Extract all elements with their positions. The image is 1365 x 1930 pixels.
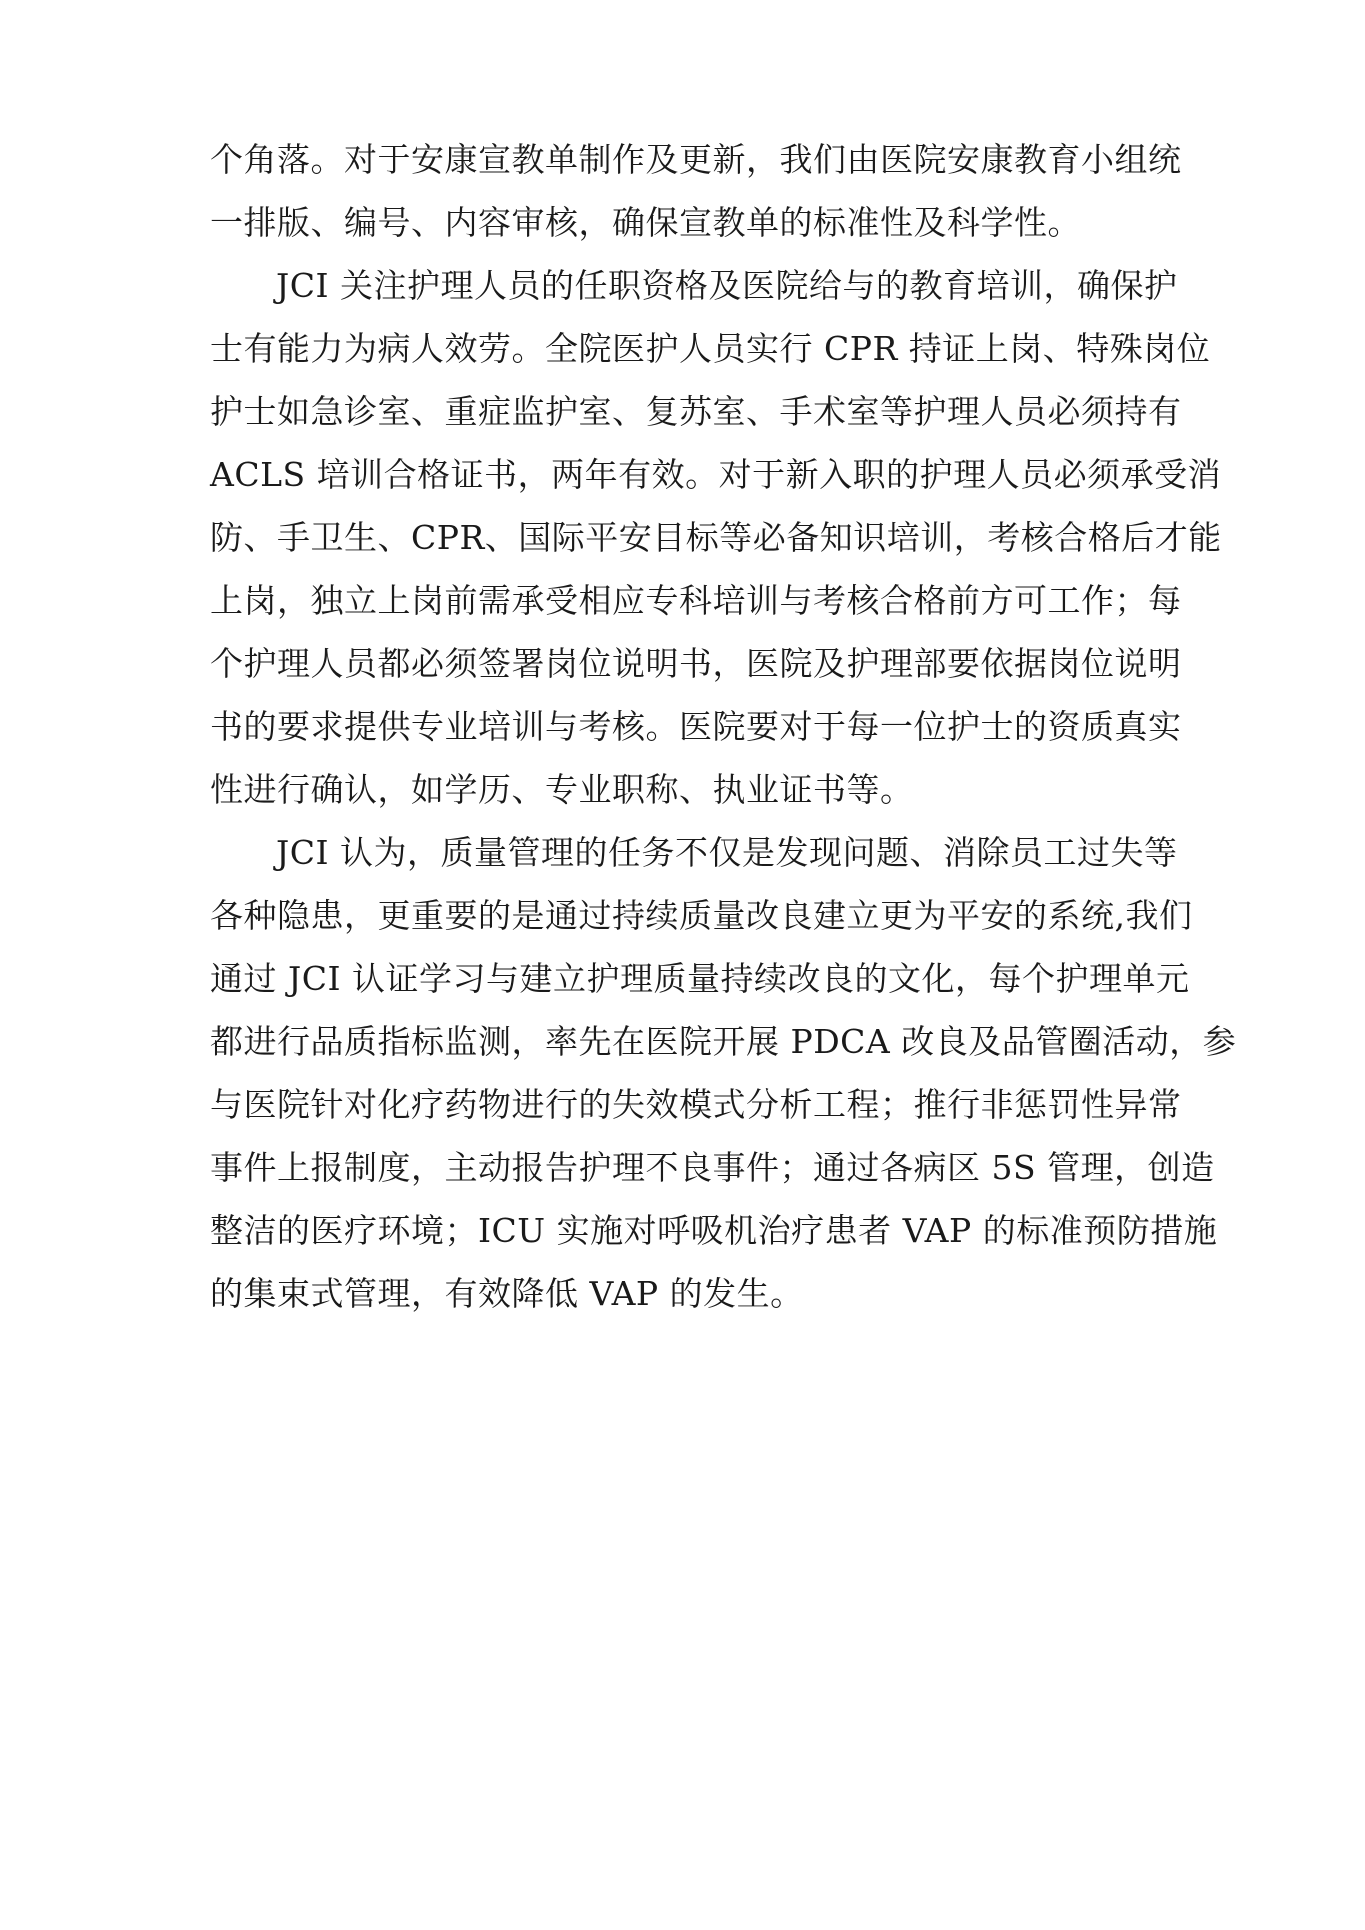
text-line: 士有能力为病人效劳。全院医护人员实行 CPR 持证上岗、特殊岗位 (210, 329, 1211, 368)
text-line: 的集束式管理，有效降低 VAP 的发生。 (210, 1274, 804, 1313)
text-line: 上岗，独立上岗前需承受相应专科培训与考核合格前方可工作；每 (210, 581, 1182, 620)
paragraph-3 (210, 821, 1237, 1325)
text-line: 个角落。对于安康宣教单制作及更新，我们由医院安康教育小组统 (210, 140, 1182, 179)
text-line: 性进行确认，如学历、专业职称、执业证书等。 (210, 770, 914, 809)
text-line: 各种隐患，更重要的是通过持续质量改良建立更为平安的系统,我们 (210, 896, 1193, 935)
text-line: 通过 JCI 认证学习与建立护理质量持续改良的文化，每个护理单元 (210, 959, 1190, 998)
text-line: ACLS 培训合格证书，两年有效。对于新入职的护理人员必须承受消 (210, 455, 1222, 494)
text-line: JCI 认为，质量管理的任务不仅是发现问题、消除员工过失等 (276, 833, 1178, 872)
text-line: 整洁的医疗环境；ICU 实施对呼吸机治疗患者 VAP 的标准预防措施 (210, 1211, 1218, 1250)
text-line: 事件上报制度，主动报告护理不良事件；通过各病区 5S 管理，创造 (210, 1148, 1215, 1187)
text-line: 个护理人员都必须签署岗位说明书，医院及护理部要依据岗位说明 (210, 644, 1182, 683)
text-line: 与医院针对化疗药物进行的失效模式分析工程；推行非惩罚性异常 (210, 1085, 1182, 1124)
paragraph-2 (210, 254, 1222, 821)
text-line: 护士如急诊室、重症监护室、复苏室、手术室等护理人员必须持有 (210, 392, 1182, 431)
text-line: JCI 关注护理人员的任职资格及医院给与的教育培训，确保护 (276, 266, 1178, 305)
text-line: 一排版、编号、内容审核，确保宣教单的标准性及科学性。 (210, 203, 1081, 242)
text-line: 书的要求提供专业培训与考核。医院要对于每一位护士的资质真实 (210, 707, 1182, 746)
paragraph-1 (210, 128, 1182, 254)
text-line: 防、手卫生、CPR、国际平安目标等必备知识培训，考核合格后才能 (210, 518, 1222, 557)
document-body (210, 128, 1237, 1325)
text-line: 都进行品质指标监测，率先在医院开展 PDCA 改良及品管圈活动，参 (210, 1022, 1237, 1061)
